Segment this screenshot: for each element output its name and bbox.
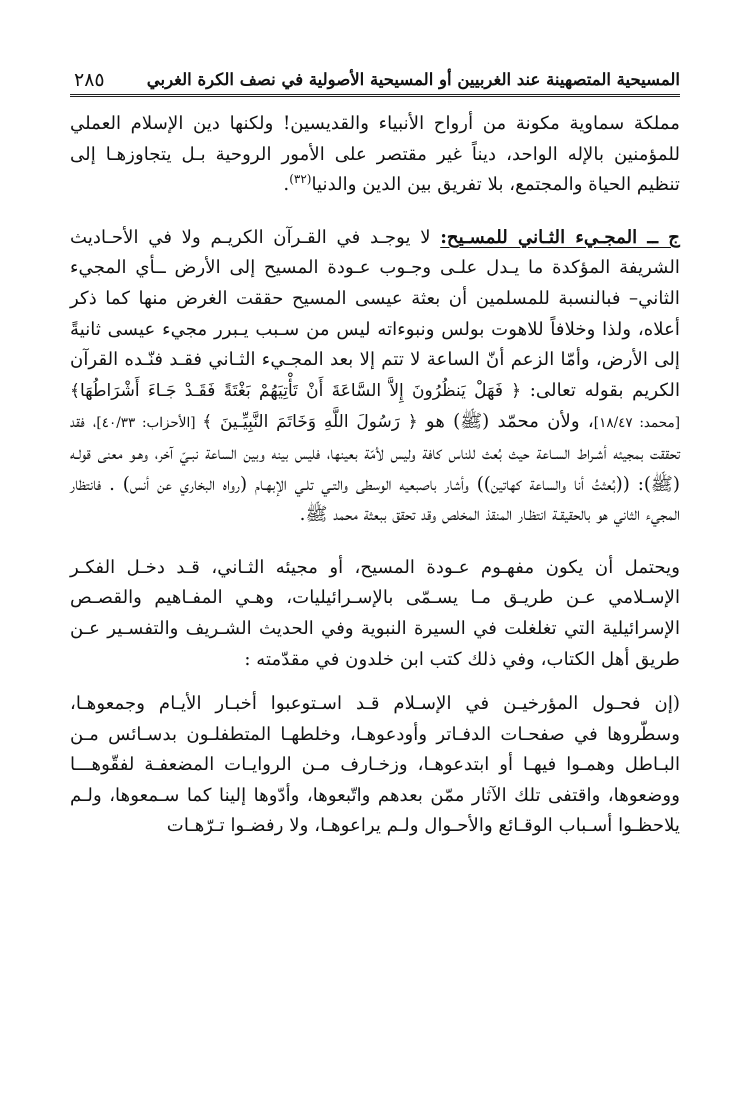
quran-ref-1: [محمد: ١٨/٤٧] [593,415,680,432]
paragraph-3-text: ويحتمل أن يكون مفهـوم عـودة المسيح، أو مجيئه الثـاني، قـد دخـل الفكـر الإسـلامي عـن طريـق مـا يسـمّى بالإسـرائيليات، وهـي المفـاهيم والقصـص الإسرائيلية التي تغلغلت في السيرة النبوية وفي الحديث الشـريف والتفسـير عـن طريق أهل الكتاب، وفي ذلك كتب ابن خلدون في مقدّمته : [70,556,680,670]
quran-verse-1: ﴿ فَهَلْ يَنظُرُونَ إِلاَّ السَّاعَةَ أَنْ تَأْتِيَهُمْ بَغْتَةً فَقَـدْ جَـاءَ أَشْرَاطُهَا﴾ [70,380,522,401]
paragraph-2-text-2: ، ولأن محمّد (ﷺ) هو [417,411,594,433]
document-body [70,109,680,842]
running-header [70,58,680,92]
paragraph-1 [70,109,680,201]
footnote-marker: (٣٢) [289,172,312,187]
paragraph-2 [70,223,680,531]
quran-ref-2: [الأحزاب: ٤٠/٣٣] [96,415,203,432]
document-page [70,58,680,864]
header-rule [70,94,680,97]
quran-verse-2: ﴿ رَسُولَ اللَّهِ وَخَاتَمَ النَّبِيِّـينَ ﴾ [202,412,418,433]
section-lead: ج ــ المجـيء الثـاني للمسـيح: [440,226,680,248]
paragraph-4-text: (إن فحـول المؤرخيـن في الإسـلام قـد اسـتوعبوا أخبـار الأيـام وجمعوهـا، وسطّروها في صفحـات الدفـاتر وأودعوهـا، وخلطهـا المتطفلـون بدسـائس مـن البـاطل وهمـوا فيهـا أو ابتدعوهـا، وزخـارف مـن الروايـات المضعفـة لفقّوهـــا ووضعوها، واقتفى تلك الآثار ممّن بعدهم واتّبعوها، وأدّوها إلينا كما سـمعوها، ولـم يلاحظـوا أسـباب الوقـائع والأحـوال ولـم يراعوهـا، ولا رفضـوا تـرّهـات [70,693,680,837]
paragraph-2-text-1: لا يوجـد في القـرآن الكريـم ولا في الأحـاديث الشريفة المؤكدة ما يـدل علـى وجـوب عـودة المسيح إلى الأرض ــأي المجيء الثاني– فبالنسبة للمسلمين أن بعثة عيسى المسيح حققت الغرض منها كما ذكر أعلاه، ولذا وخلافاً للاهوت بولس ونبوءاته ليس من سـبب يـبرر مجيء عيسى ثانيةً إلى الأرض، وأمّا الزعم أنّ الساعة لا تتم إلا بعد المجـيء الثـاني فقـد فنّـده القرآن الكريم بقوله تعالى: [70,226,680,401]
paragraph-1-end: . [283,174,290,196]
running-header-title: المسيحية المتصهينة عند الغربيين أو المسيحية الأصولية في نصف الكرة الغربي [146,70,680,89]
paragraph-2-text-3: ، فقد تحققت بمجيئه أشـراط السـاعة حيث بُعث للناس كافة وليس لأمّة بعينها، فليس بينه وبين الساعة نبـيّ آخر، وهـو معنى قولـه (ﷺ): ((بُعثتُ أنا والساعة كهاتين)) وأشار باصبعيه الوسطى والتـي تلـي الإبهـام (رواه البخاري عن أنس) . فانتظار المجيء الثاني هو بالحقيقـة انتظـار المنقذ المخلص وقد تحقق ببعثة محمد ﷺ. [70,411,680,526]
paragraph-3 [70,553,680,675]
paragraph-1-text: مملكة سماوية مكونة من أرواح الأنبياء والقديسين! ولكنها دين الإسلام العملي للمؤمنين بالإله الواحد، ديناً غير مقتصر على الأمور الروحية بـل يتجاوزهـا إلى تنظيم الحياة والمجتمع، بلا تفريق بين الدين والدنيا [70,113,680,196]
paragraph-4-quote [70,689,680,842]
page-number: ٢٨٥ [74,69,105,91]
